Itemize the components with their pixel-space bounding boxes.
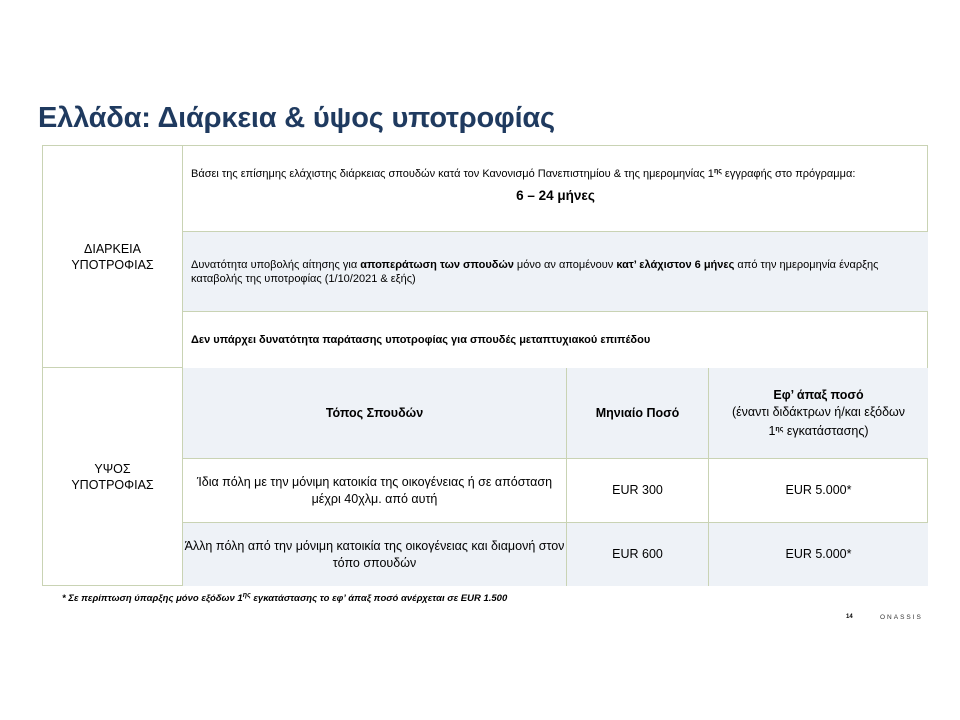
header-monthly: Μηνιαίο Ποσό [566, 368, 708, 459]
table-row-monthly: EUR 600 [566, 523, 708, 586]
header-place: Τόπος Σπουδών [183, 368, 566, 459]
table-row-place: Ίδια πόλη με την μόνιμη κατοικία της οικογένειας ή σε απόσταση μέχρι 40χλμ. από αυτή [183, 459, 566, 523]
table-row-place: Άλλη πόλη από την μόνιμη κατοικία της οικογένειας και διαμονή στον τόπο σπουδών [183, 523, 566, 586]
duration-row-no-extension: Δεν υπάρχει δυνατότητα παράτασης υποτροφίας για σπουδές μεταπτυχιακού επιπέδου [191, 334, 651, 346]
duration-completion-text: Δυνατότητα υποβολής αίτησης για αποπεράτωση των σπουδών μόνο αν απομένουν κατ’ ελάχιστον 6 μήνες από την ημερομηνία έναρξης καταβολής της υποτροφίας (1/10/2021 & εξής) [191, 258, 879, 285]
table-row-lump: EUR 5.000* [708, 459, 928, 523]
header-lump-note: (έναντι διδάκτρων ή/και εξόδων $1^{\eta\varsigma}$ εγκατάστασης) [731, 404, 906, 438]
footnote: * Σε περίπτωση ύπαρξης μόνο εξόδων $1^{\eta\varsigma}$ εγκατάστασης το εφ’ άπαξ ποσό ανέρχεται σε EUR 1.500 [62, 592, 508, 604]
table-row-monthly: EUR 300 [566, 459, 708, 523]
duration-official-text: Βάσει της επίσημης ελάχιστης διάρκειας σπουδών κατά τον Κανονισμό Πανεπιστημίου & της ημερομηνίας $1^{\eta\varsigma}$ εγγραφής στο πρόγραμμα: [191, 168, 856, 180]
page-title: Ελλάδα: Διάρκεια & ύψος υποτροφίας [38, 102, 555, 134]
amount-label-line1: ΥΨΟΣ [94, 462, 131, 476]
brand-logo-text: ONASSIS [880, 614, 923, 621]
header-lump-sum [708, 368, 928, 459]
duration-row-official [183, 146, 928, 232]
duration-section-label [43, 146, 183, 368]
duration-row-completion [183, 232, 928, 312]
page-number: 14 [846, 614, 853, 620]
amount-label-line2: ΥΠΟΤΡΟΦΙΑΣ [71, 478, 154, 492]
duration-value: 6 – 24 μήνες [516, 188, 595, 203]
duration-label-line2: ΥΠΟΤΡΟΦΙΑΣ [71, 257, 154, 272]
header-lump-title: Εφ’ άπαξ ποσό [773, 387, 864, 402]
amount-section-label [43, 368, 183, 586]
duration-label-line1: ΔΙΑΡΚΕΙΑ [84, 241, 141, 256]
table-row-lump: EUR 5.000* [708, 523, 928, 586]
scholarship-table [42, 145, 928, 586]
